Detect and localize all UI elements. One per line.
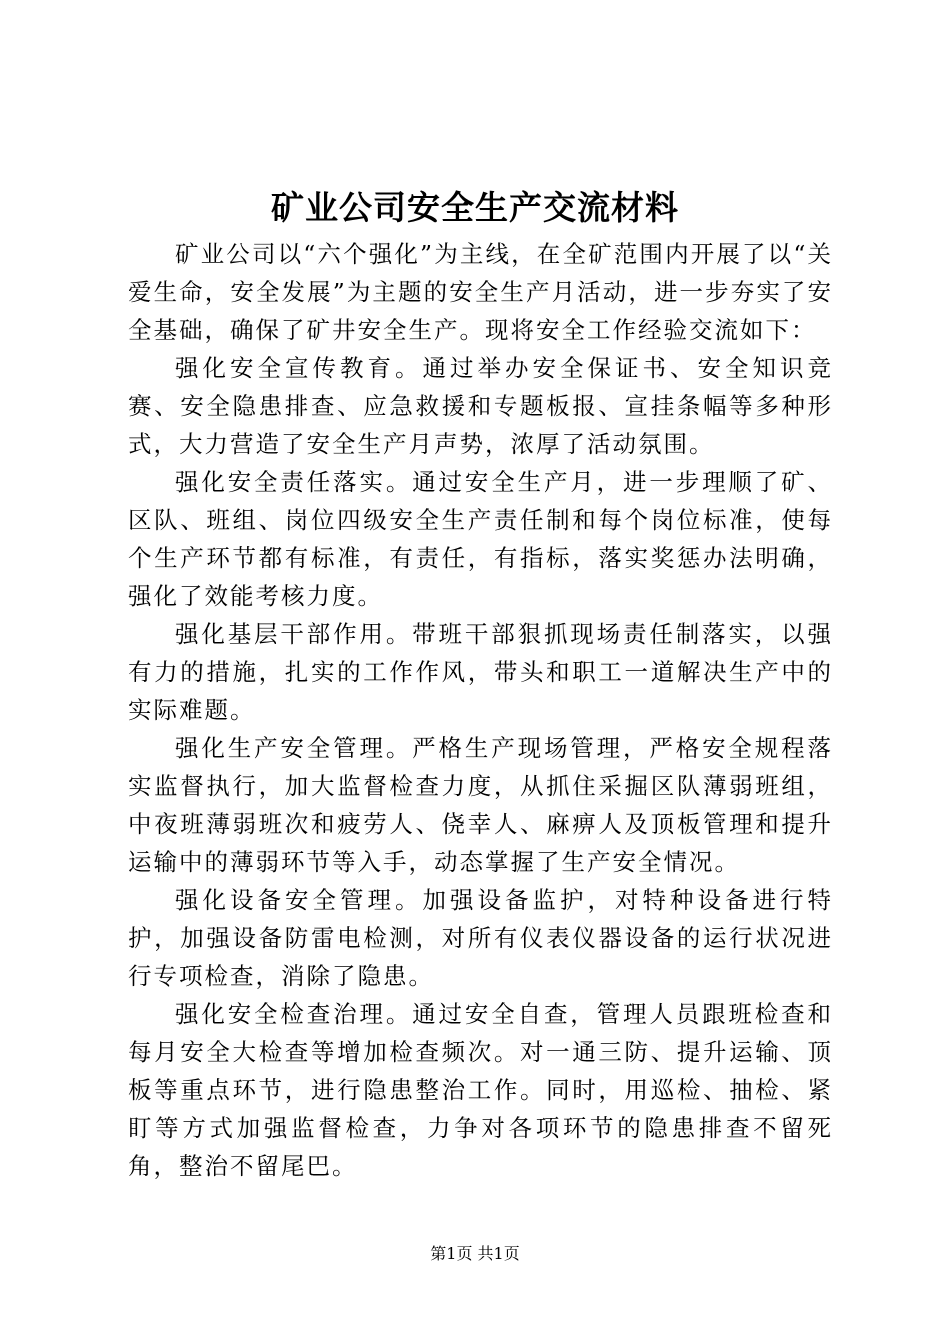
paragraph-publicity-education: 强化安全宣传教育。通过举办安全保证书、安全知识竞赛、安全隐患排查、应急救援和专题板报、宣挂条幅等多种形式，大力营造了安全生产月声势，浓厚了活动氛围。 xyxy=(128,354,833,458)
paragraph-grassroots-cadres: 强化基层干部作用。带班干部狠抓现场责任制落实，以强有力的措施，扎实的工作作风，带头和职工一道解决生产中的实际难题。 xyxy=(128,620,833,724)
document-title: 矿业公司安全生产交流材料 xyxy=(271,188,679,227)
paragraph-responsibility: 强化安全责任落实。通过安全生产月，进一步理顺了矿、区队、班组、岗位四级安全生产责任制和每个岗位标准，使每个生产环节都有标准，有责任，有指标，落实奖惩办法明确，强化了效能考核力度。 xyxy=(128,468,833,610)
paragraph-inspection: 强化安全检查治理。通过安全自查，管理人员跟班检查和每月安全大检查等增加检查频次。对一通三防、提升运输、顶板等重点环节，进行隐患整治工作。同时，用巡检、抽检、紧盯等方式加强监督检查，力争对各项环节的隐患排查不留死角，整治不留尾巴。 xyxy=(128,1000,833,1180)
document-body xyxy=(128,235,833,1185)
paragraph-intro: 矿业公司以“六个强化”为主线，在全矿范围内开展了以“关爱生命，安全发展”为主题的安全生产月活动，进一步夯实了安全基础，确保了矿井安全生产。现将安全工作经验交流如下： xyxy=(128,240,833,344)
paragraph-equipment-safety: 强化设备安全管理。加强设备监护，对特种设备进行特护，加强设备防雷电检测，对所有仪表仪器设备的运行状况进行专项检查，消除了隐患。 xyxy=(128,886,833,990)
paragraph-production-safety: 强化生产安全管理。严格生产现场管理，严格安全规程落实监督执行，加大监督检查力度，从抓住采掘区队薄弱班组，中夜班薄弱班次和疲劳人、侥幸人、麻痹人及顶板管理和提升运输中的薄弱环节等入手，动态掌握了生产安全情况。 xyxy=(128,734,833,876)
page-footer: 第1页 共1页 xyxy=(430,1244,520,1263)
